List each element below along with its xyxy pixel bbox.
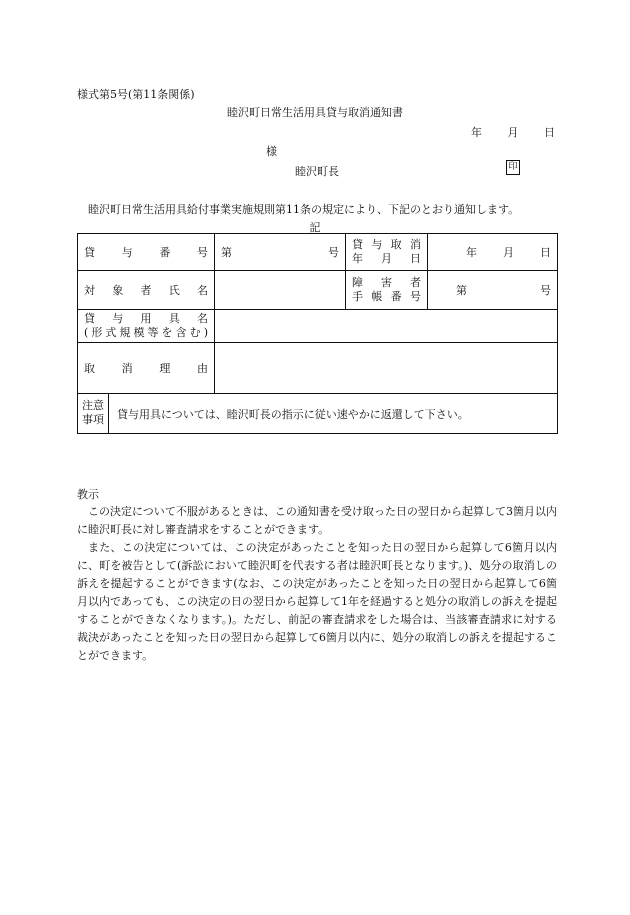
loan-number-label: 貸与番号: [78, 234, 215, 271]
document-title: 睦沢町日常生活用具貸与取消通知書: [227, 106, 403, 119]
reason-cell[interactable]: [215, 343, 558, 394]
table-row: [78, 394, 558, 434]
note-cell: [78, 394, 558, 434]
loan-number-cell[interactable]: [215, 234, 346, 271]
sender-name: 睦沢町長: [295, 165, 339, 178]
reason-label: 取消理由: [78, 343, 215, 394]
intro-text: 睦沢町日常生活用具給付事業実施規則第11条の規定により、下記のとおり通知します。: [88, 203, 520, 216]
cancel-date-month: 月: [503, 246, 514, 259]
instructions-body: [77, 503, 557, 665]
table-row: [78, 343, 558, 394]
table-row: [78, 234, 558, 271]
instructions-paragraph-2: また、この決定については、この決定があったことを知った日の翌日から起算して6箇月以内に、町を被告として(訴訟において睦沢町を代表する者は睦沢町長となります。)、処分の取消しの訴えを提起することができます(なお、この決定があったことを知った日の翌日から起算して6箇月以内であっても、この決定の日の翌日から起算して1年を経過すると処分の取消しの訴えを提起することができなくなります。)。ただし、前記の審査請求をした場合は、当該審査請求に対する裁決があったことを知った日の翌日から起算して6箇月以内に、処分の取消しの訴えを提起することができます。: [77, 541, 557, 662]
equipment-cell[interactable]: [215, 310, 558, 343]
instructions-heading: 教示: [77, 488, 99, 501]
cancel-date-label: 貸与取消 年月日: [346, 234, 428, 271]
target-name-cell[interactable]: [215, 271, 346, 310]
disability-label: 障害者 手帳番号: [346, 271, 428, 310]
seal-mark: 印: [506, 160, 520, 175]
cancel-date-year: 年: [466, 246, 477, 259]
note-label: 注意 事項: [78, 394, 109, 433]
table-row: [78, 310, 558, 343]
disability-number-cell[interactable]: [428, 271, 558, 310]
form-number: 様式第5号(第11条関係): [77, 88, 195, 101]
cancel-date-day: 日: [540, 246, 551, 259]
cancel-date-cell[interactable]: [428, 234, 558, 271]
ki-heading: 記: [309, 221, 321, 234]
issue-date-month: 月: [507, 126, 519, 139]
addressee-suffix: 様: [266, 145, 277, 158]
equipment-label: 貸与用具名 (形式規模等を含む): [78, 310, 215, 343]
instructions-paragraph-1: この決定について不服があるときは、この通知書を受け取った日の翌日から起算して3箇月以内に睦沢町長に対し審査請求をすることができます。: [77, 505, 557, 536]
issue-date-year: 年: [471, 126, 482, 139]
disability-suffix: 号: [540, 284, 551, 297]
notification-table: [77, 233, 558, 434]
issue-date-day: 日: [544, 126, 555, 139]
note-text: 貸与用具については、睦沢町長の指示に従い速やかに返還して下さい。: [117, 407, 469, 421]
disability-prefix: 第: [456, 284, 467, 297]
target-name-label: 対象者氏名: [78, 271, 215, 310]
loan-number-suffix: 号: [328, 246, 339, 259]
issue-date: [449, 124, 555, 140]
loan-number-prefix: 第: [221, 246, 232, 259]
table-row: [78, 271, 558, 310]
